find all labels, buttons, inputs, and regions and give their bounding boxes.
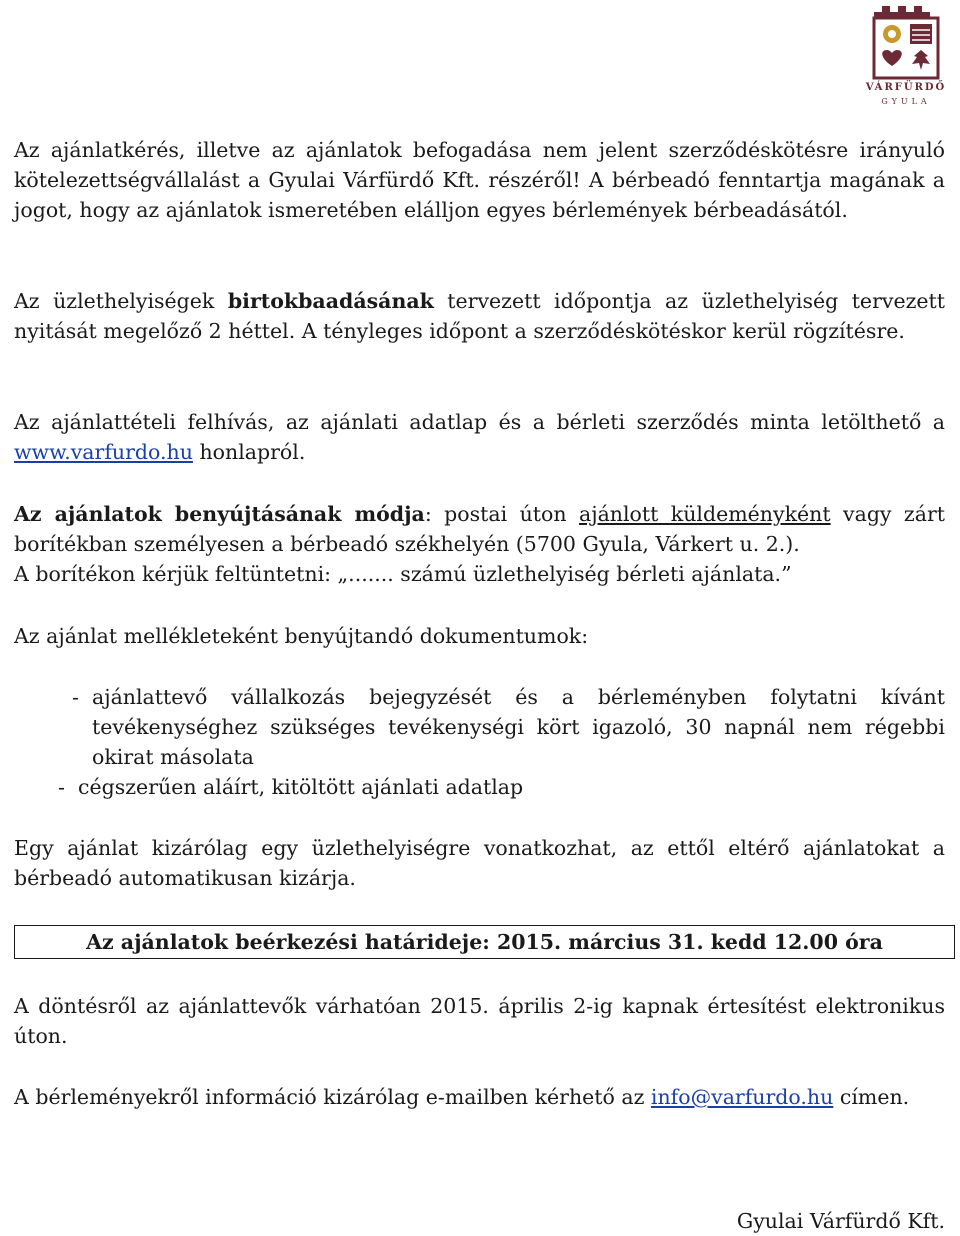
- paragraph-disclaimer: Az ajánlatkérés, illetve az ajánlatok befogadása nem jelent szerződéskötésre irányuló kötelezettségvállalást a Gyulai Várfürdő Kft. részéről! A bérbeadó fenntartja magának a jogot, hogy az ajánlatok ismeretében elálljon egyes bérlemények bérbeadásától.: [14, 138, 945, 222]
- list-item: - cégszerűen aláírt, kitöltött ajánlati adatlap: [58, 775, 524, 799]
- attachments-heading: Az ajánlat mellékleteként benyújtandó dokumentumok:: [14, 624, 589, 648]
- handover-bold: birtokbaadásának: [227, 289, 434, 313]
- paragraph-download: [14, 407, 945, 467]
- paragraph-handover: [14, 286, 945, 346]
- download-pre: Az ajánlattételi felhívás, az ajánlati adatlap és a bérleti szerződés minta letölthető a: [14, 410, 945, 434]
- list-item: - ajánlattevő vállalkozás bejegyzését és a bérleményben folytatni kívánt tevékenységhez szükséges tevékenységi kört igazoló, 30 napnál nem régebbi okirat másolata: [72, 685, 945, 769]
- website-link[interactable]: www.varfurdo.hu: [14, 440, 193, 464]
- handover-pre: Az üzlethelyiségek: [14, 289, 228, 313]
- contact-pre: A bérleményekről információ kizárólag e-mailben kérhető az: [14, 1085, 651, 1109]
- signature: Gyulai Várfürdő Kft.: [736, 1209, 945, 1233]
- email-link[interactable]: info@varfurdo.hu: [650, 1085, 834, 1109]
- logo-brand-text: VÁRFÜRDŐ: [865, 82, 947, 93]
- paragraph-single-unit: Egy ajánlat kizárólag egy üzlethelyiségre vonatkozhat, az ettől eltérő ajánlatokat a bérbeadó automatikusan kizárja.: [14, 836, 945, 890]
- submission-bold: Az ajánlatok benyújtásának módja: [14, 502, 425, 526]
- paragraph-submission: [14, 499, 945, 559]
- download-post: honlapról.: [192, 440, 306, 464]
- handover-post: tervezett időpontja az üzlethelyiség tervezett nyitását megelőző 2 héttel. A tényleges időpont a szerződéskötéskor kerül rögzítésre.: [14, 289, 945, 343]
- deadline-label: Az ajánlatok beérkezési határideje:: [86, 930, 490, 954]
- deadline-value: 2015. március 31. kedd 12.00 óra: [496, 930, 883, 954]
- paragraph-contact: [14, 1082, 945, 1112]
- submission-post: vagy zárt borítékban személyesen a bérbeadó székhelyén (5700 Gyula, Várkert u. 2.).: [14, 502, 945, 556]
- submission-underlined: ajánlott küldeményként: [579, 502, 831, 526]
- logo-city-text: GYULA: [881, 97, 931, 106]
- attachments-list: [14, 682, 945, 802]
- contact-post: címen.: [833, 1085, 910, 1109]
- castle-shield-icon: [860, 4, 952, 84]
- paragraph-decision: A döntésről az ajánlattevők várhatóan 2015. április 2-ig kapnak értesítést elektronikus úton.: [14, 994, 945, 1048]
- envelope-instructions: A borítékon kérjük feltüntetni: „....... számú üzlethelyiség bérleti ajánlata.”: [14, 562, 792, 586]
- varfurdo-logo: [860, 4, 952, 108]
- deadline-box: [14, 925, 955, 959]
- submission-colon: : postai úton: [424, 502, 579, 526]
